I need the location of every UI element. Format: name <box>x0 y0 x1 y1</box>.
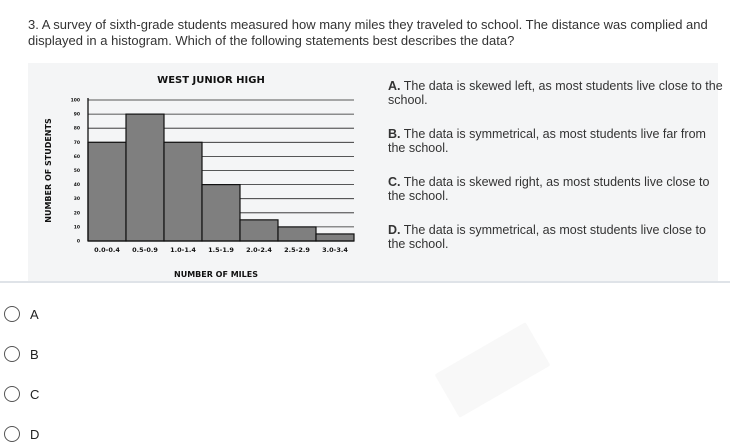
statement-d <box>388 223 723 251</box>
y-tick-label: 40 <box>73 183 80 189</box>
histogram-bar <box>88 142 126 241</box>
histogram-chart <box>28 63 373 281</box>
choice-label: A <box>30 306 39 322</box>
choice-c[interactable] <box>0 382 120 406</box>
choice-label: D <box>30 426 40 442</box>
y-tick-label: 90 <box>73 112 80 118</box>
y-tick-label: 60 <box>73 154 80 160</box>
choice-d[interactable] <box>0 422 120 446</box>
choice-label: B <box>30 346 39 362</box>
x-tick-label: 3.0-3.4 <box>322 246 348 254</box>
y-tick-label: 30 <box>73 197 80 203</box>
y-axis-label: NUMBER OF STUDENTS <box>44 118 53 223</box>
statement-b <box>388 127 723 155</box>
y-tick-label: 10 <box>73 225 80 231</box>
choice-b[interactable] <box>0 342 120 366</box>
statement-letter: C. <box>388 175 401 189</box>
x-tick-label: 1.5-1.9 <box>208 246 234 254</box>
x-axis-label: NUMBER OF MILES <box>174 270 258 279</box>
y-tick-label: 100 <box>70 98 80 104</box>
histogram-bar <box>202 185 240 241</box>
histogram-bar <box>164 142 202 241</box>
histogram-bar <box>278 227 316 241</box>
question-text: 3. A survey of sixth-grade students measured how many miles they traveled to school. The distance was complied and displayed in a histogram. Which of the following statements best describes the data? <box>28 17 708 48</box>
choice-label: C <box>30 386 40 402</box>
statement-text: The data is symmetrical, as most students live close to the school. <box>388 223 706 251</box>
question-figure <box>28 63 723 281</box>
statement-letter: B. <box>388 127 401 141</box>
histogram-bar <box>240 220 278 241</box>
x-tick-label: 0.5-0.9 <box>132 246 158 254</box>
y-tick-label: 70 <box>73 140 80 146</box>
watermark-shape <box>435 322 551 418</box>
radio-button[interactable] <box>4 386 20 402</box>
y-tick-label: 80 <box>73 126 80 132</box>
statement-text: The data is skewed left, as most students live close to the school. <box>388 79 723 107</box>
chart-title: WEST JUNIOR HIGH <box>157 75 265 86</box>
x-tick-label: 1.0-1.4 <box>170 246 196 254</box>
x-tick-label: 2.0-2.4 <box>246 246 272 254</box>
x-tick-label: 0.0-0.4 <box>94 246 120 254</box>
y-tick-label: 20 <box>73 211 80 217</box>
radio-button[interactable] <box>4 426 20 442</box>
radio-button[interactable] <box>4 346 20 362</box>
histogram-bar <box>316 234 354 241</box>
statement-c <box>388 175 723 203</box>
y-tick-label: 0 <box>76 239 80 245</box>
y-tick-label: 50 <box>73 169 80 174</box>
statement-text: The data is skewed right, as most students live close to the school. <box>388 175 710 203</box>
statement-a <box>388 79 723 107</box>
statement-text: The data is symmetrical, as most students live far from the school. <box>388 127 706 155</box>
x-tick-label: 2.5-2.9 <box>284 246 310 254</box>
histogram-bar <box>126 114 164 241</box>
statement-letter: D. <box>388 223 401 237</box>
radio-button[interactable] <box>4 306 20 322</box>
statement-letter: A. <box>388 79 401 93</box>
choice-a[interactable] <box>0 302 120 326</box>
